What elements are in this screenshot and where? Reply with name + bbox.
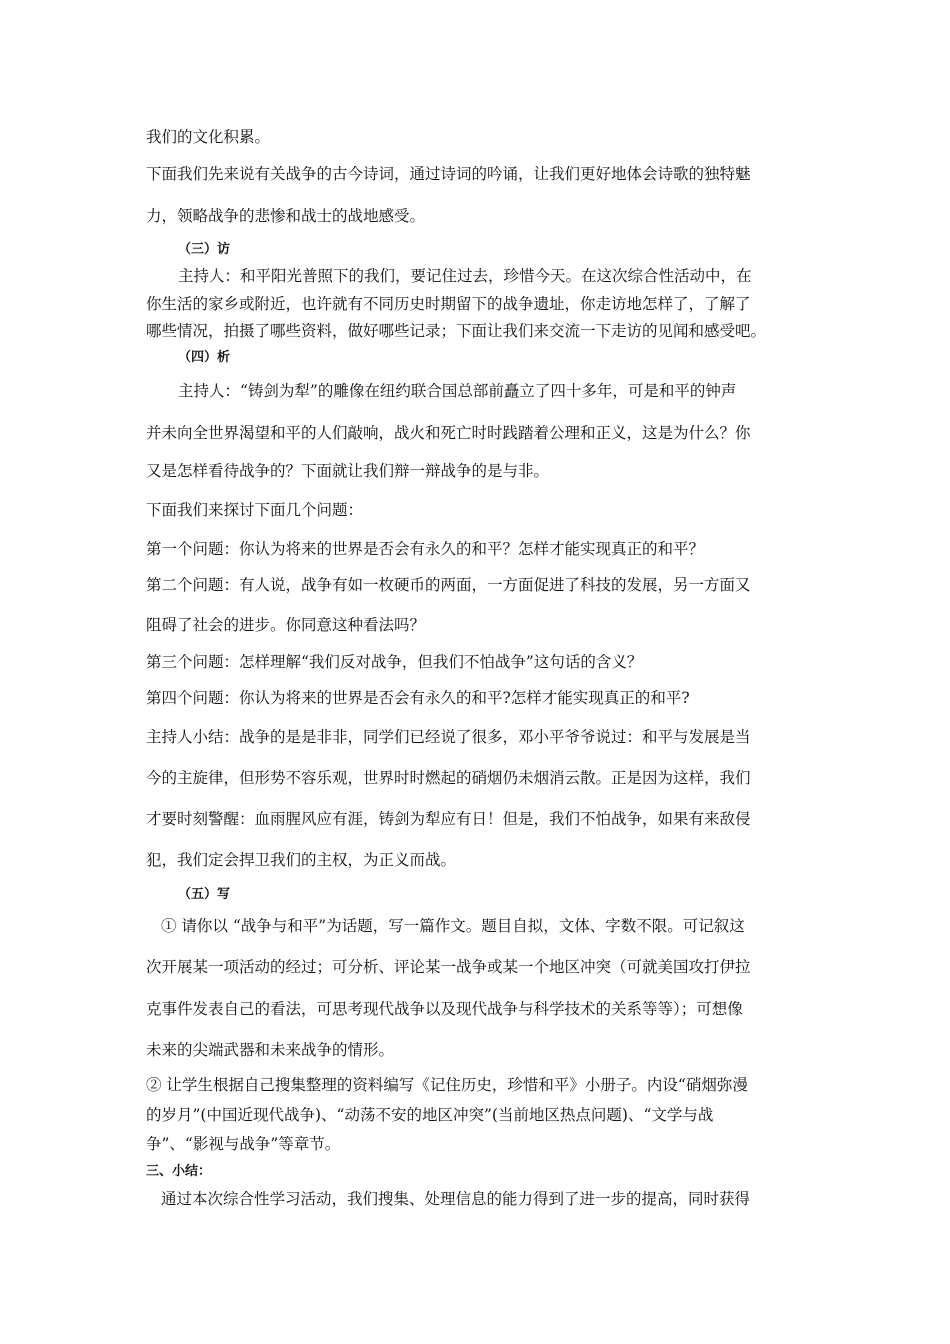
text-line: 争”、“影视与战争”等章节。 [146,1135,341,1153]
text-line: 第一个问题：你认为将来的世界是否会有永久的和平？怎样才能实现真正的和平？ [146,540,705,558]
text-line: 第三个问题：怎样理解“我们反对战争，但我们不怕战争”这句话的含义？ [146,653,643,671]
text-line: 力，领略战争的悲惨和战士的战地感受。 [146,207,426,225]
text-line: 第四个问题：你认为将来的世界是否会有永久的和平?怎样才能实现真正的和平? [146,689,690,707]
text-line: 才要时刻警醒：血雨腥风应有涯，铸剑为犁应有日！但是，我们不怕战争，如果有来敌侵 [146,810,751,828]
text-line: 次开展某一项活动的经过；可分析、评论某一战争或某一个地区冲突（可就美国攻打伊拉 [146,958,751,976]
text-line: 犯，我们定会捍卫我们的主权，为正义而战。 [146,851,457,869]
text-line: 我们的文化积累。 [146,128,271,146]
section-heading: （五）写 [178,887,231,902]
text-line: 通过本次综合性学习活动，我们搜集、处理信息的能力得到了进一步的提高，同时获得 [161,1190,751,1208]
text-line: 今的主旋律，但形势不容乐观，世界时时燃起的硝烟仍未烟消云散。正是因为这样，我们 [146,769,751,787]
text-line: 阻碍了社会的进步。你同意这种看法吗？ [146,616,426,634]
text-line: ② 让学生根据自己搜集整理的资料编写《记住历史，珍惜和平》小册子。内设“硝烟弥漫 [146,1076,748,1094]
text-line: 主持人小结：战争的是是非非，同学们已经说了很多，邓小平爷爷说过：和平与发展是当 [146,728,751,746]
text-line: 未来的尖端武器和未来战争的情形。 [146,1041,395,1059]
text-line: 你生活的家乡或附近，也许就有不同历史时期留下的战争遗址，你走访地怎样了，了解了 [146,295,751,313]
section-heading: 三、小结： [146,1164,212,1179]
section-heading: （三）访 [178,242,231,257]
text-line: 哪些情况，拍摄了哪些资料，做好哪些记录；下面让我们来交流一下走访的见闻和感受吧。 [146,322,767,340]
section-heading: （四）析 [178,350,231,365]
text-line: 又是怎样看待战争的？下面就让我们辩一辩战争的是与非。 [146,462,550,480]
text-line: ① 请你以 “战争与和平”为话题，写一篇作文。题目自拟，文体、字数不限。可记叙这 [161,917,745,935]
text-line: 主持人：和平阳光普照下的我们，要记住过去，珍惜今天。在这次综合性活动中，在 [178,267,752,285]
text-line: 主持人：“铸剑为犁”的雕像在纽约联合国总部前矗立了四十多年，可是和平的钟声 [178,382,737,400]
text-line: 下面我们先来说有关战争的古今诗词，通过诗词的吟诵，让我们更好地体会诗歌的独特魅 [146,165,751,183]
text-line: 克事件发表自己的看法，可思考现代战争以及现代战争与科学技术的关系等等）；可想像 [146,1000,743,1018]
text-line: 并未向全世界渴望和平的人们敲响，战火和死亡时时践踏着公理和正义，这是为什么？你 [146,424,751,442]
text-line: 的岁月”(中国近现代战争)、“动荡不安的地区冲突”(当前地区热点问题)、“文学与战 [146,1106,714,1124]
text-line: 第二个问题：有人说，战争有如一枚硬币的两面，一方面促进了科技的发展，另一方面又 [146,576,751,594]
text-line: 下面我们来探讨下面几个问题： [146,501,364,519]
